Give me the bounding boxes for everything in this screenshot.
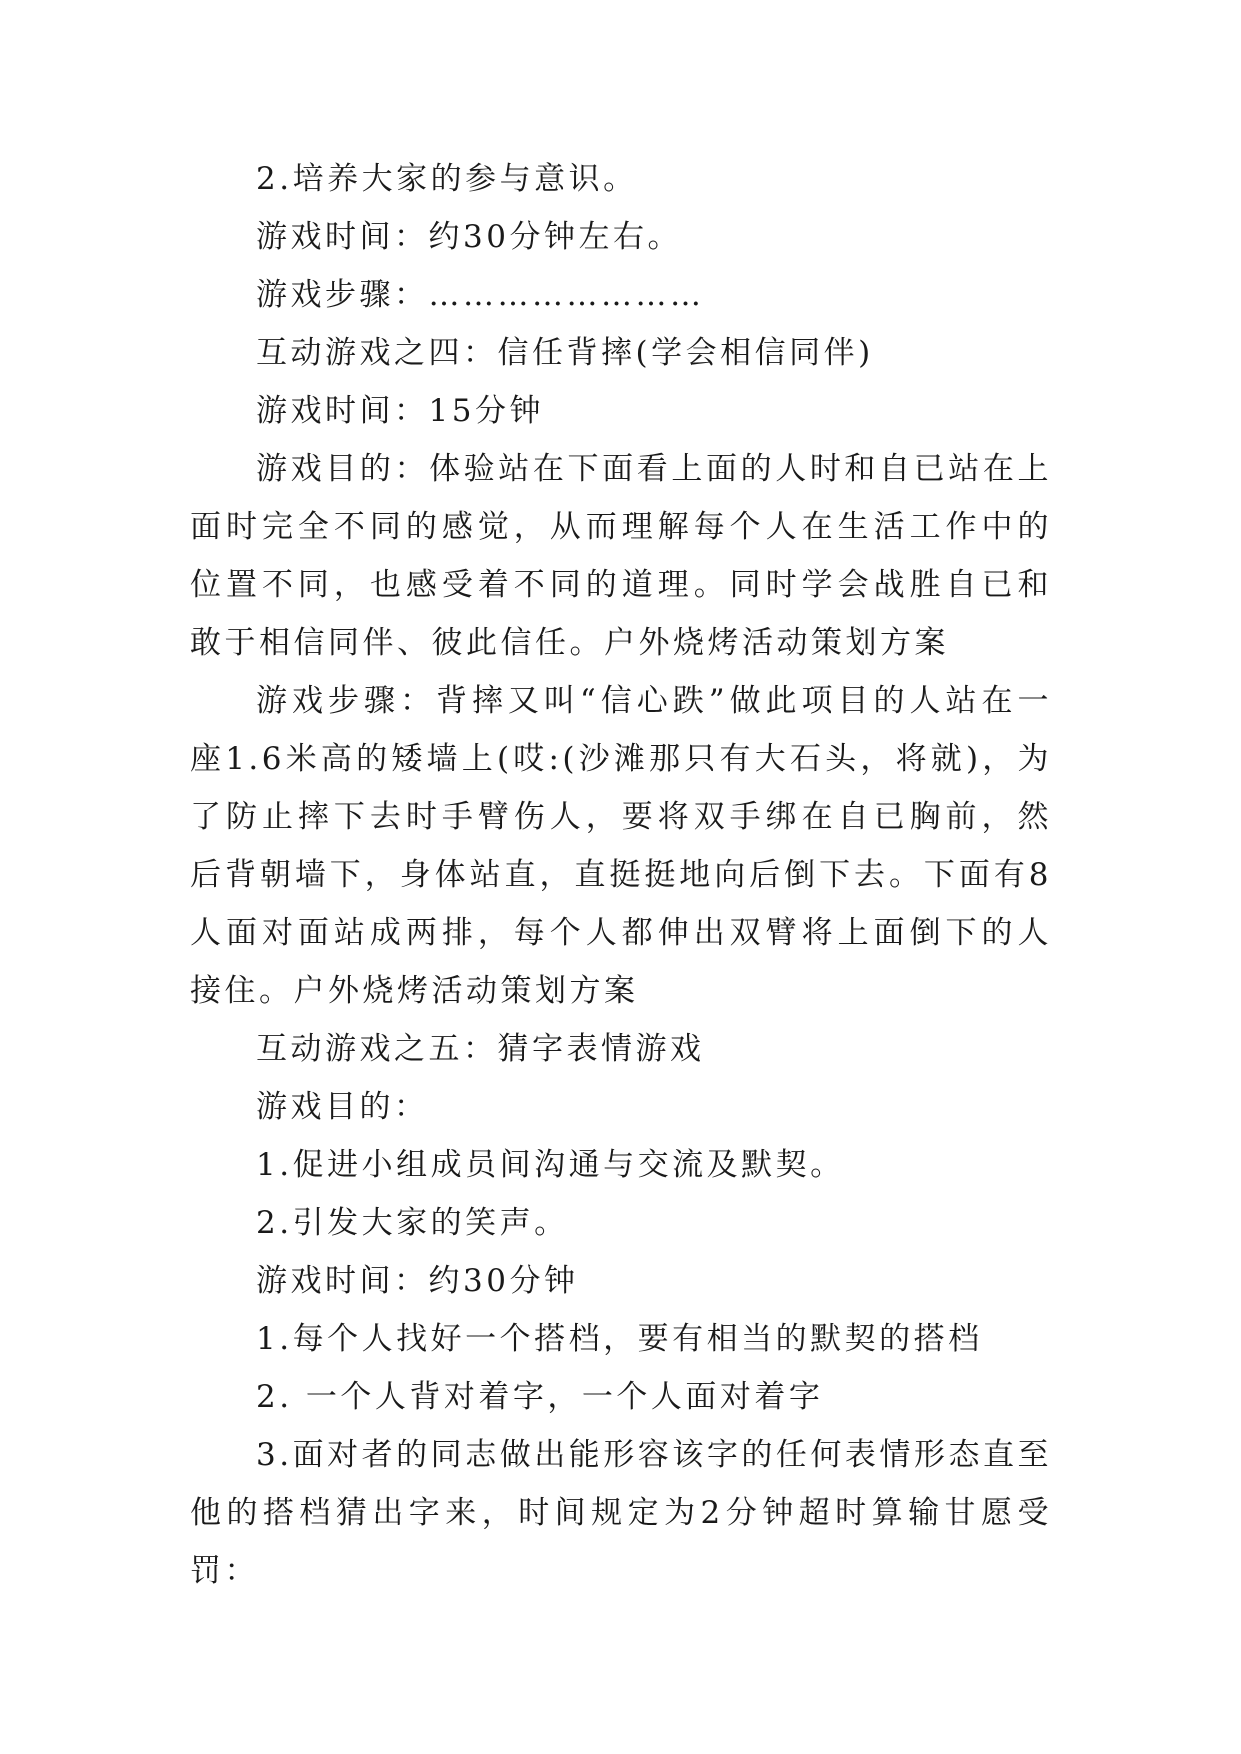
paragraph-game-time: 游戏时间：约30分钟左右。 xyxy=(256,219,682,255)
paragraph-game-five-goal-2: 2.引发大家的笑声。 xyxy=(256,1205,569,1241)
heading-game-four: 互动游戏之四：信任背摔(学会相信同伴) xyxy=(256,335,874,371)
paragraph-game-steps: 游戏步骤：…………………… xyxy=(256,277,705,313)
paragraph-game-five-step-1: 1.每个人找好一个搭档，要有相当的默契的搭档 xyxy=(256,1321,983,1357)
paragraph-goal-2: 2.培养大家的参与意识。 xyxy=(256,161,638,197)
paragraph-game-five-step-3: 3.面对者的同志做出能形容该字的任何表情形态直至他的搭档猜出字来，时间规定为2分钟超时算输甘愿受罚： xyxy=(190,1437,1052,1589)
paragraph-game-four-time: 游戏时间：15分钟 xyxy=(256,393,544,429)
document-body xyxy=(190,150,1052,1600)
paragraph-game-four-steps: 游戏步骤：背摔又叫“信心跌”做此项目的人站在一座1.6米高的矮墙上(哎:(沙滩那只有大石头，将就)，为了防止摔下去时手臂伤人，要将双手绑在自已胸前，然后背朝墙下，身体站直，直挺挺地向后倒下去。下面有8人面对面站成两排，每个人都伸出双臂将上面倒下的人接住。户外烧烤活动策划方案 xyxy=(190,683,1052,1009)
paragraph-game-five-goal-label: 游戏目的： xyxy=(256,1089,429,1125)
paragraph-game-five-step-2: 2. 一个人背对着字，一个人面对着字 xyxy=(256,1379,824,1415)
paragraph-game-five-time: 游戏时间：约30分钟 xyxy=(256,1263,579,1299)
heading-game-five: 互动游戏之五：猜字表情游戏 xyxy=(256,1031,705,1067)
paragraph-game-four-goal: 游戏目的：体验站在下面看上面的人时和自已站在上面时完全不同的感觉，从而理解每个人在生活工作中的位置不同，也感受着不同的道理。同时学会战胜自已和敢于相信同伴、彼此信任。户外烧烤活动策划方案 xyxy=(190,451,1052,661)
paragraph-game-five-goal-1: 1.促进小组成员间沟通与交流及默契。 xyxy=(256,1147,845,1183)
